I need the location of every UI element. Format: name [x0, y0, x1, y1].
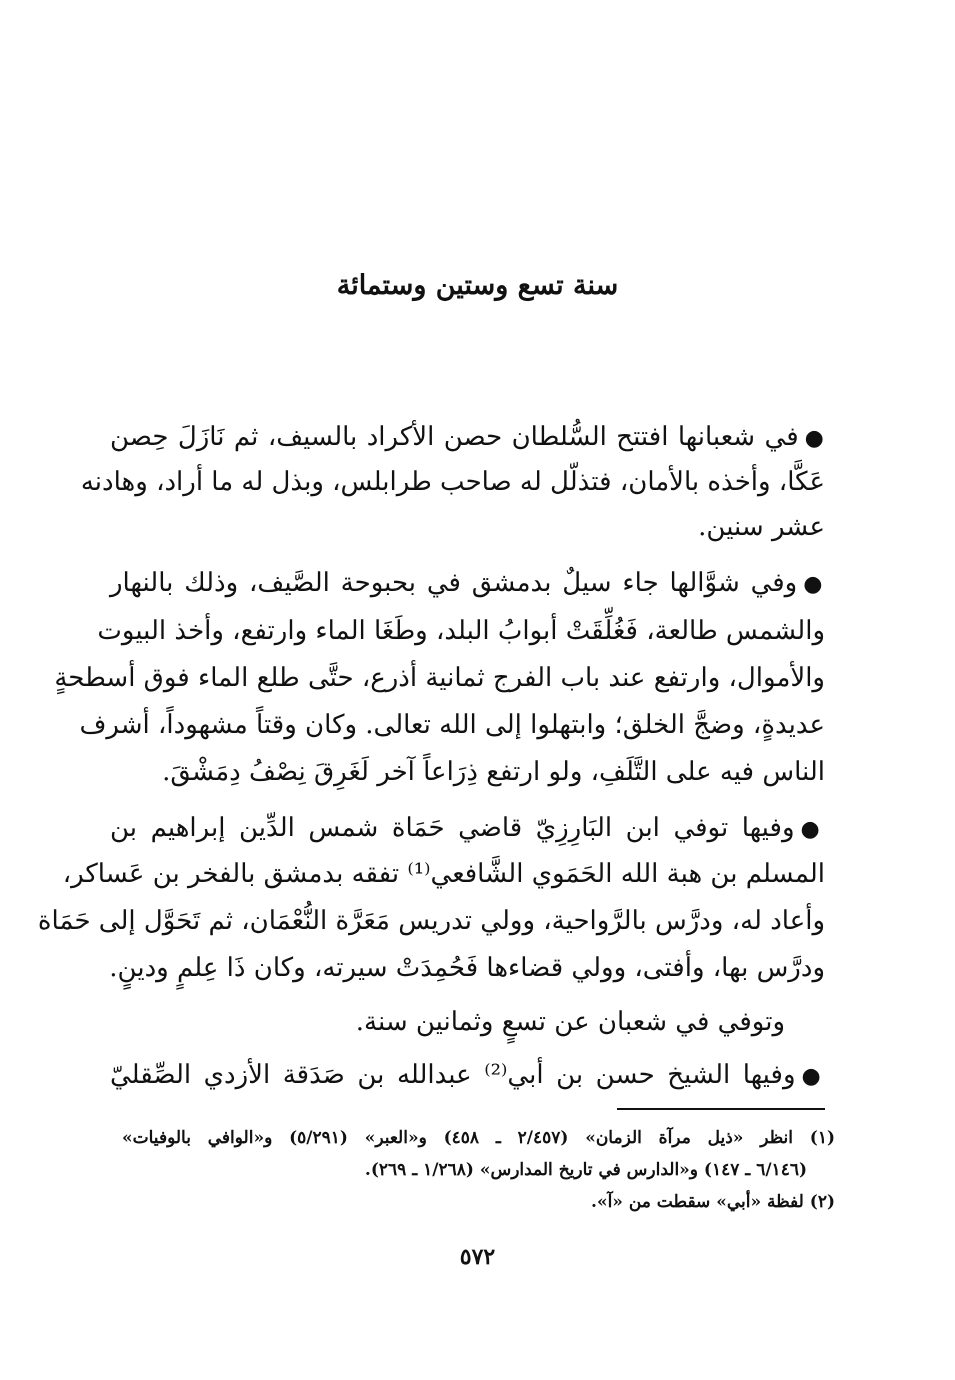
footnote-line: (٦/١٤٦ ـ ١٤٧) و«الدارس في تاريخ المدارس» (١/٢٦٨ ـ ٢٦٩). — [364, 1160, 807, 1180]
bullet-icon: ● — [803, 572, 825, 597]
text-line — [110, 417, 825, 459]
line-text: وفيها الشيخ حسن بن أبي⁽²⁾ عبدالله بن صَدَقة الأزدي الصِّقليّ — [110, 1060, 796, 1090]
line-text: وفي شوَّالها جاء سيلٌ بدمشق في بحبوحة الصَّيف، وذلك بالنهار — [110, 568, 798, 598]
text-line: عديدةٍ، وضجَّ الخلق؛ وابتهلوا إلى الله تعالى. وكان وقتاً مشهوداً، أشرف — [79, 710, 825, 740]
text-line: الناس فيه على التَّلَفِ، ولو ارتفع ذِرَاعاً آخر لَغَرِقَ نِصْفُ دِمَشْقَ. — [162, 757, 825, 787]
text-line: وتوفي في شعبان عن تسعٍ وثمانين سنة. — [355, 1007, 785, 1037]
text-line: وأعاد له، ودرَّس بالرَّواحية، وولي تدريس مَعَرَّة النُّعْمَان، ثم تَحَوَّل إلى حَمَاة — [37, 906, 825, 936]
footnote-separator — [617, 1108, 825, 1110]
line-text: في شعبانها افتتح السُّلطان حصن الأكراد بالسيف، ثم نَازَلَ حِصن — [110, 422, 799, 452]
text-line — [110, 1055, 825, 1097]
text-line: ودرَّس بها، وأفتى، وولي قضاءها فَحُمِدَتْ سيرته، وكان ذَا عِلمٍ ودينٍ. — [109, 953, 825, 983]
text-line — [110, 808, 825, 850]
chapter-title: سنة تسع وستين وستمائة — [336, 270, 619, 301]
text-line: والشمس طالعة، فَغُلِّقَتْ أبوابُ البلد، وطَغَا الماء وارتفع، وأخذ البيوت — [97, 616, 825, 646]
text-line: عشر سنين. — [698, 512, 825, 542]
line-text: وفيها توفي ابن البَارِزِيّ قاضي حَمَاة شمس الدِّين إبراهيم بن — [110, 813, 795, 843]
bullet-icon: ● — [800, 817, 825, 842]
bullet-icon: ● — [804, 426, 826, 451]
text-line: والأموال، وارتفع عند باب الفرج ثمانية أذرع، حتَّى طلع الماء فوق أسطحةٍ — [54, 663, 825, 693]
text-line: المسلم بن هبة الله الحَمَوي الشَّافعي⁽¹⁾ تفقه بدمشق بالفخر بن عَساكر، — [62, 859, 825, 889]
text-line: عَكَّا، وأخذه بالأمان، فتذلّل له صاحب طرابلس، وبذل له ما أراد، وهادنه — [80, 467, 825, 497]
text-line — [110, 563, 825, 605]
page-number: ٥٧٢ — [459, 1244, 496, 1270]
footnote-line: (١) انظر «ذيل مرآة الزمان» (٢/٤٥٧ ـ ٤٥٨) و«العبر» (٥/٢٩١) و«الوافي بالوفيات» — [122, 1128, 836, 1148]
footnote-line: (٢) لفظة «أبي» سقطت من «آ». — [591, 1192, 835, 1212]
bullet-icon: ● — [801, 1064, 825, 1089]
